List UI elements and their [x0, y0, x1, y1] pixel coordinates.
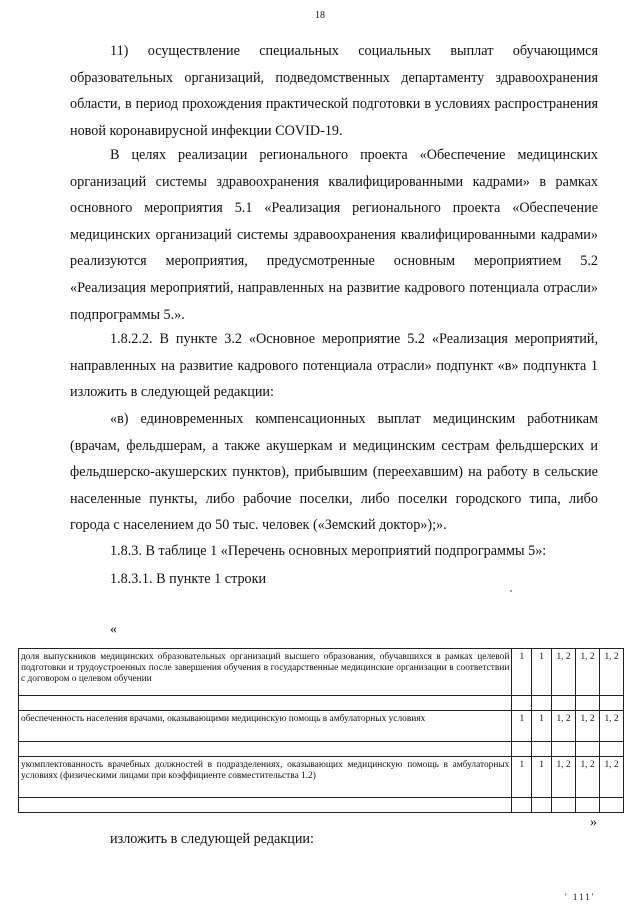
paragraph-regional-project: В целях реализации регионального проекта «Обеспечение медицинских организаций системы здравоохранения квалифицированными кадрами» в рамках основного мероприятия 5.1 «Реализация регионального проекта «Обеспечение медицинских организаций системы здравоохранения квалифицированными кадрами» реализуются мероприятия, предусмотренные основным мероприятием 5.2 «Реализация мероприятий, направленных на развитие кадрового потенциала отрасли» подпрограммы 5.».: [70, 147, 598, 323]
value-cell: 1: [512, 649, 532, 696]
opening-quote: «: [110, 622, 117, 637]
table-row: [19, 711, 624, 742]
value-cell: 1: [512, 757, 532, 798]
value-cell: 1: [512, 711, 532, 742]
value-cell: 1, 2: [552, 757, 576, 798]
value-cell: 1, 2: [575, 649, 599, 696]
indicator-cell: обеспеченность населения врачами, оказывающими медицинскую помощь в амбулаторных условиях: [19, 711, 512, 742]
table-spacer-row: [19, 696, 624, 711]
value-cell: 1, 2: [575, 711, 599, 742]
value-cell: 1, 2: [575, 757, 599, 798]
indicators-table: [18, 648, 624, 813]
paragraph-1-8-3-1: 1.8.3.1. В пункте 1 строки: [110, 571, 267, 587]
paragraph-item-11: 11) осуществление специальных социальных выплат обучающимся образовательных организаций, подведомственных департаменту здравоохранения области, в период прохождения практической подготовки в условиях распространения новой коронавирусной инфекции COVID-19.: [70, 43, 598, 139]
value-cell: 1, 2: [599, 711, 623, 742]
indicator-cell: укомплектованность врачебных должностей в подразделениях, оказывающих медицинскую помощь в амбулаторных условиях (физическими лицами при коэффициенте совместительства 1.2): [19, 757, 512, 798]
value-cell: 1, 2: [552, 649, 576, 696]
paragraph-1-8-2-2: 1.8.2.2. В пункте 3.2 «Основное мероприятие 5.2 «Реализация мероприятий, направленных на развитие кадрового потенциала отрасли» подпункт «в» подпункта 1 изложить в следующей редакции:: [70, 331, 598, 401]
scan-speck: [510, 590, 512, 592]
value-cell: 1: [532, 711, 552, 742]
indicator-cell: доля выпускников медицинских образовательных организаций высшего образования, обучавшихся в рамках целевой подготовки и трудоустроенных после завершения обучения в государственные медицинские организации в соответствии с договором о целевом обучении: [19, 649, 512, 696]
table-row: [19, 649, 624, 696]
value-cell: 1: [532, 649, 552, 696]
page-number: 18: [315, 10, 325, 21]
table-spacer-row: [19, 798, 624, 813]
outro-text: изложить в следующей редакции:: [110, 831, 314, 847]
paragraph-subitem-v: «в) единовременных компенсационных выплат медицинским работникам (врачам, фельдшерам, а также акушеркам и медицинским сестрам фельдшерских и фельдшерско-акушерских пунктов), прибывшим (переехавшим) на работу в сельские населенные пункты, либо рабочие поселки, либо поселки городского типа, либо города с населением до 50 тыс. человек («Земский доктор»);».: [70, 411, 598, 534]
value-cell: 1: [532, 757, 552, 798]
table-row: [19, 757, 624, 798]
value-cell: 1, 2: [599, 757, 623, 798]
table-spacer-row: [19, 742, 624, 757]
value-cell: 1, 2: [552, 711, 576, 742]
footer-mark: ' 111': [565, 892, 596, 902]
value-cell: 1, 2: [599, 649, 623, 696]
closing-quote: »: [590, 815, 597, 830]
paragraph-1-8-3: 1.8.3. В таблице 1 «Перечень основных мероприятий подпрограммы 5»:: [110, 543, 547, 559]
